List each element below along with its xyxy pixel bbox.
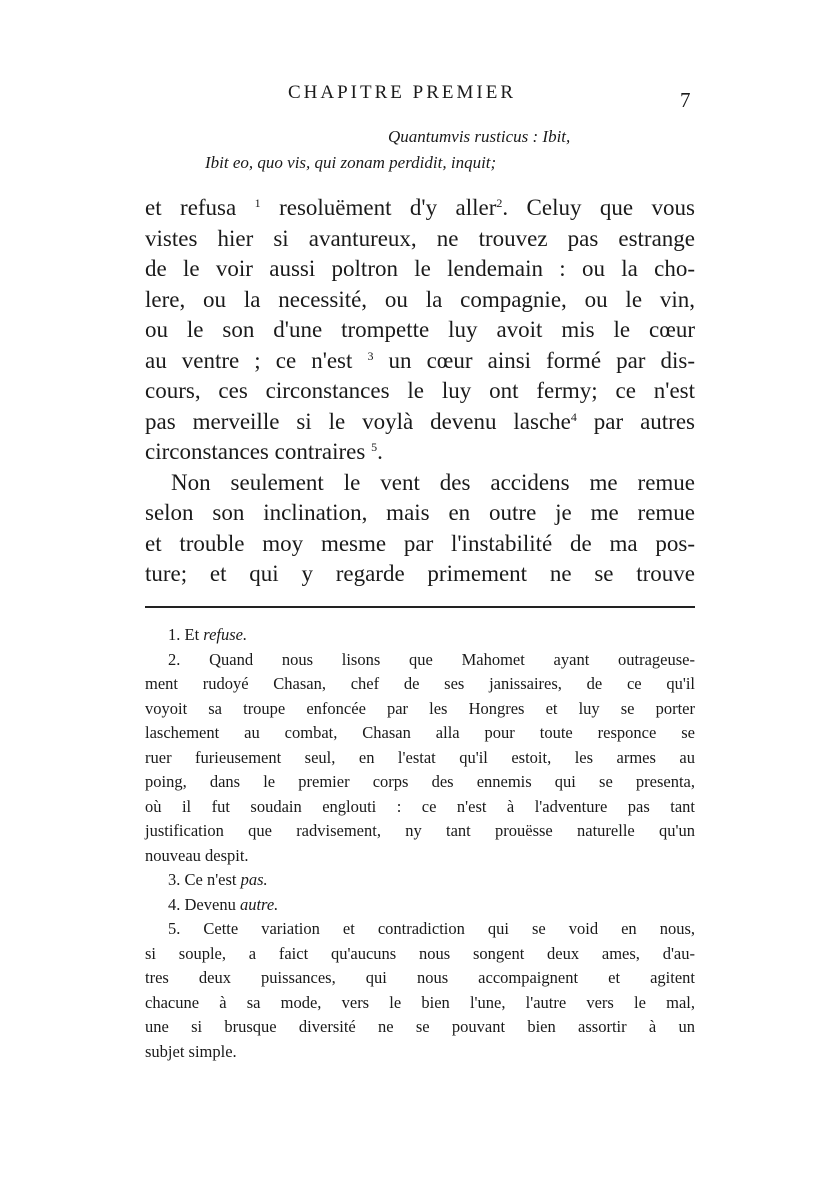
text-line: vistes hier si avantureux, ne trouvez pas estrange (145, 225, 695, 251)
text-line: ture; et qui y regarde primement ne se trouve (145, 561, 695, 586)
text-fragment: resoluëment d'y aller (279, 195, 497, 220)
epigraph (150, 124, 690, 176)
text-line: Non seulement le vent des accidens me remue (171, 469, 695, 495)
text-line: de le voir aussi poltron le lendemain : ou la cho- (145, 256, 695, 281)
text-fragment: Et (184, 625, 200, 644)
text-line: et trouble moy mesme par l'instabilité de ma pos- (145, 530, 695, 556)
footnote-line: subjet simple. (145, 1041, 237, 1061)
text-fragment: 3. Ce n'est (168, 870, 237, 889)
text-line: ou le son d'une trompette luy avoit mis le cœur (145, 317, 695, 342)
text-line (145, 407, 695, 438)
text-fragment: pas merveille si le voylà devenu lasche (145, 408, 571, 434)
footnote-line: ruer furieusement seul, en l'estat qu'il estoit, les armes au (145, 747, 695, 767)
footnote-number: 1. (168, 625, 181, 644)
footnote-ref: 4 (570, 409, 577, 424)
text-line (145, 346, 695, 377)
footnote-ref: 1 (254, 196, 261, 210)
text-line: cours, ces circonstances le luy ont fermy; ce n'est (145, 378, 695, 403)
epigraph-line: Ibit eo, quo vis, qui zonam perdidit, inquit; (205, 153, 497, 172)
text-line: lere, ou la necessité, ou la compagnie, ou le vin, (145, 286, 695, 312)
footnote-line: une si brusque diversité ne se pouvant bien assortir à un (145, 1017, 695, 1036)
text-fragment: et refusa (145, 195, 237, 220)
text-fragment: . (377, 439, 383, 464)
footnote-3 (145, 868, 695, 893)
footnote-line: où il fut soudain englouti : ce n'est à l'adventure pas tant (145, 796, 695, 816)
footnote-5: 5. Cette variation et contradiction qui se void en nous, (168, 919, 695, 938)
text-line: selon son inclination, mais en outre je me remue (145, 500, 695, 525)
running-head: CHAPITRE PREMIER (288, 82, 516, 103)
epigraph-line: Quantumvis rusticus : Ibit, (388, 127, 571, 146)
footnote-2: 2. Quand nous lisons que Mahomet ayant outrageuse- (168, 649, 695, 669)
footnotes (145, 623, 695, 1064)
text-fragment: pas. (240, 870, 268, 889)
footnote-ref: 2 (496, 196, 503, 210)
footnote-line: poing, dans le premier corps des ennemis qui se presenta, (145, 772, 695, 791)
footnote-ref: 3 (367, 348, 374, 363)
text-fragment: . Celuy que vous (502, 195, 695, 220)
footnote-line: tres deux puissances, qui nous accompaignent et agitent (145, 968, 695, 987)
page-number: 7 (680, 88, 691, 112)
text-line (145, 193, 695, 224)
footnote-1 (145, 623, 695, 648)
footnote-line: voyoit sa troupe enfoncée par les Hongres et luy se porter (145, 698, 695, 718)
footnote-divider (145, 606, 695, 608)
text-fragment: par autres (593, 408, 695, 434)
text-fragment: un cœur ainsi formé par dis- (388, 347, 696, 373)
footnote-line: nouveau despit. (145, 845, 249, 865)
footnote-4 (145, 893, 695, 918)
text-fragment: refuse. (203, 625, 248, 644)
footnote-line: si souple, a faict qu'aucuns nous songent deux ames, d'au- (145, 943, 695, 963)
text-fragment: autre. (239, 894, 279, 914)
text-fragment: 4. Devenu (168, 894, 236, 914)
footnote-line: laschement au combat, Chasan alla pour toute responce se (145, 723, 695, 742)
footnote-ref: 5 (371, 440, 378, 454)
footnote-line: ment rudoyé Chasan, chef de ses janissaires, de ce qu'il (145, 674, 695, 693)
text-fragment: au ventre ; ce n'est (145, 347, 353, 373)
page-header (0, 82, 840, 112)
text-fragment: circonstances contraires (145, 439, 366, 464)
footnote-line: justification que radvisement, ny tant prouësse naturelle qu'un (145, 821, 695, 840)
main-text (145, 193, 695, 590)
text-line (145, 437, 695, 468)
footnote-line: chacune à sa mode, vers le bien l'une, l'autre vers le mal, (145, 992, 695, 1012)
